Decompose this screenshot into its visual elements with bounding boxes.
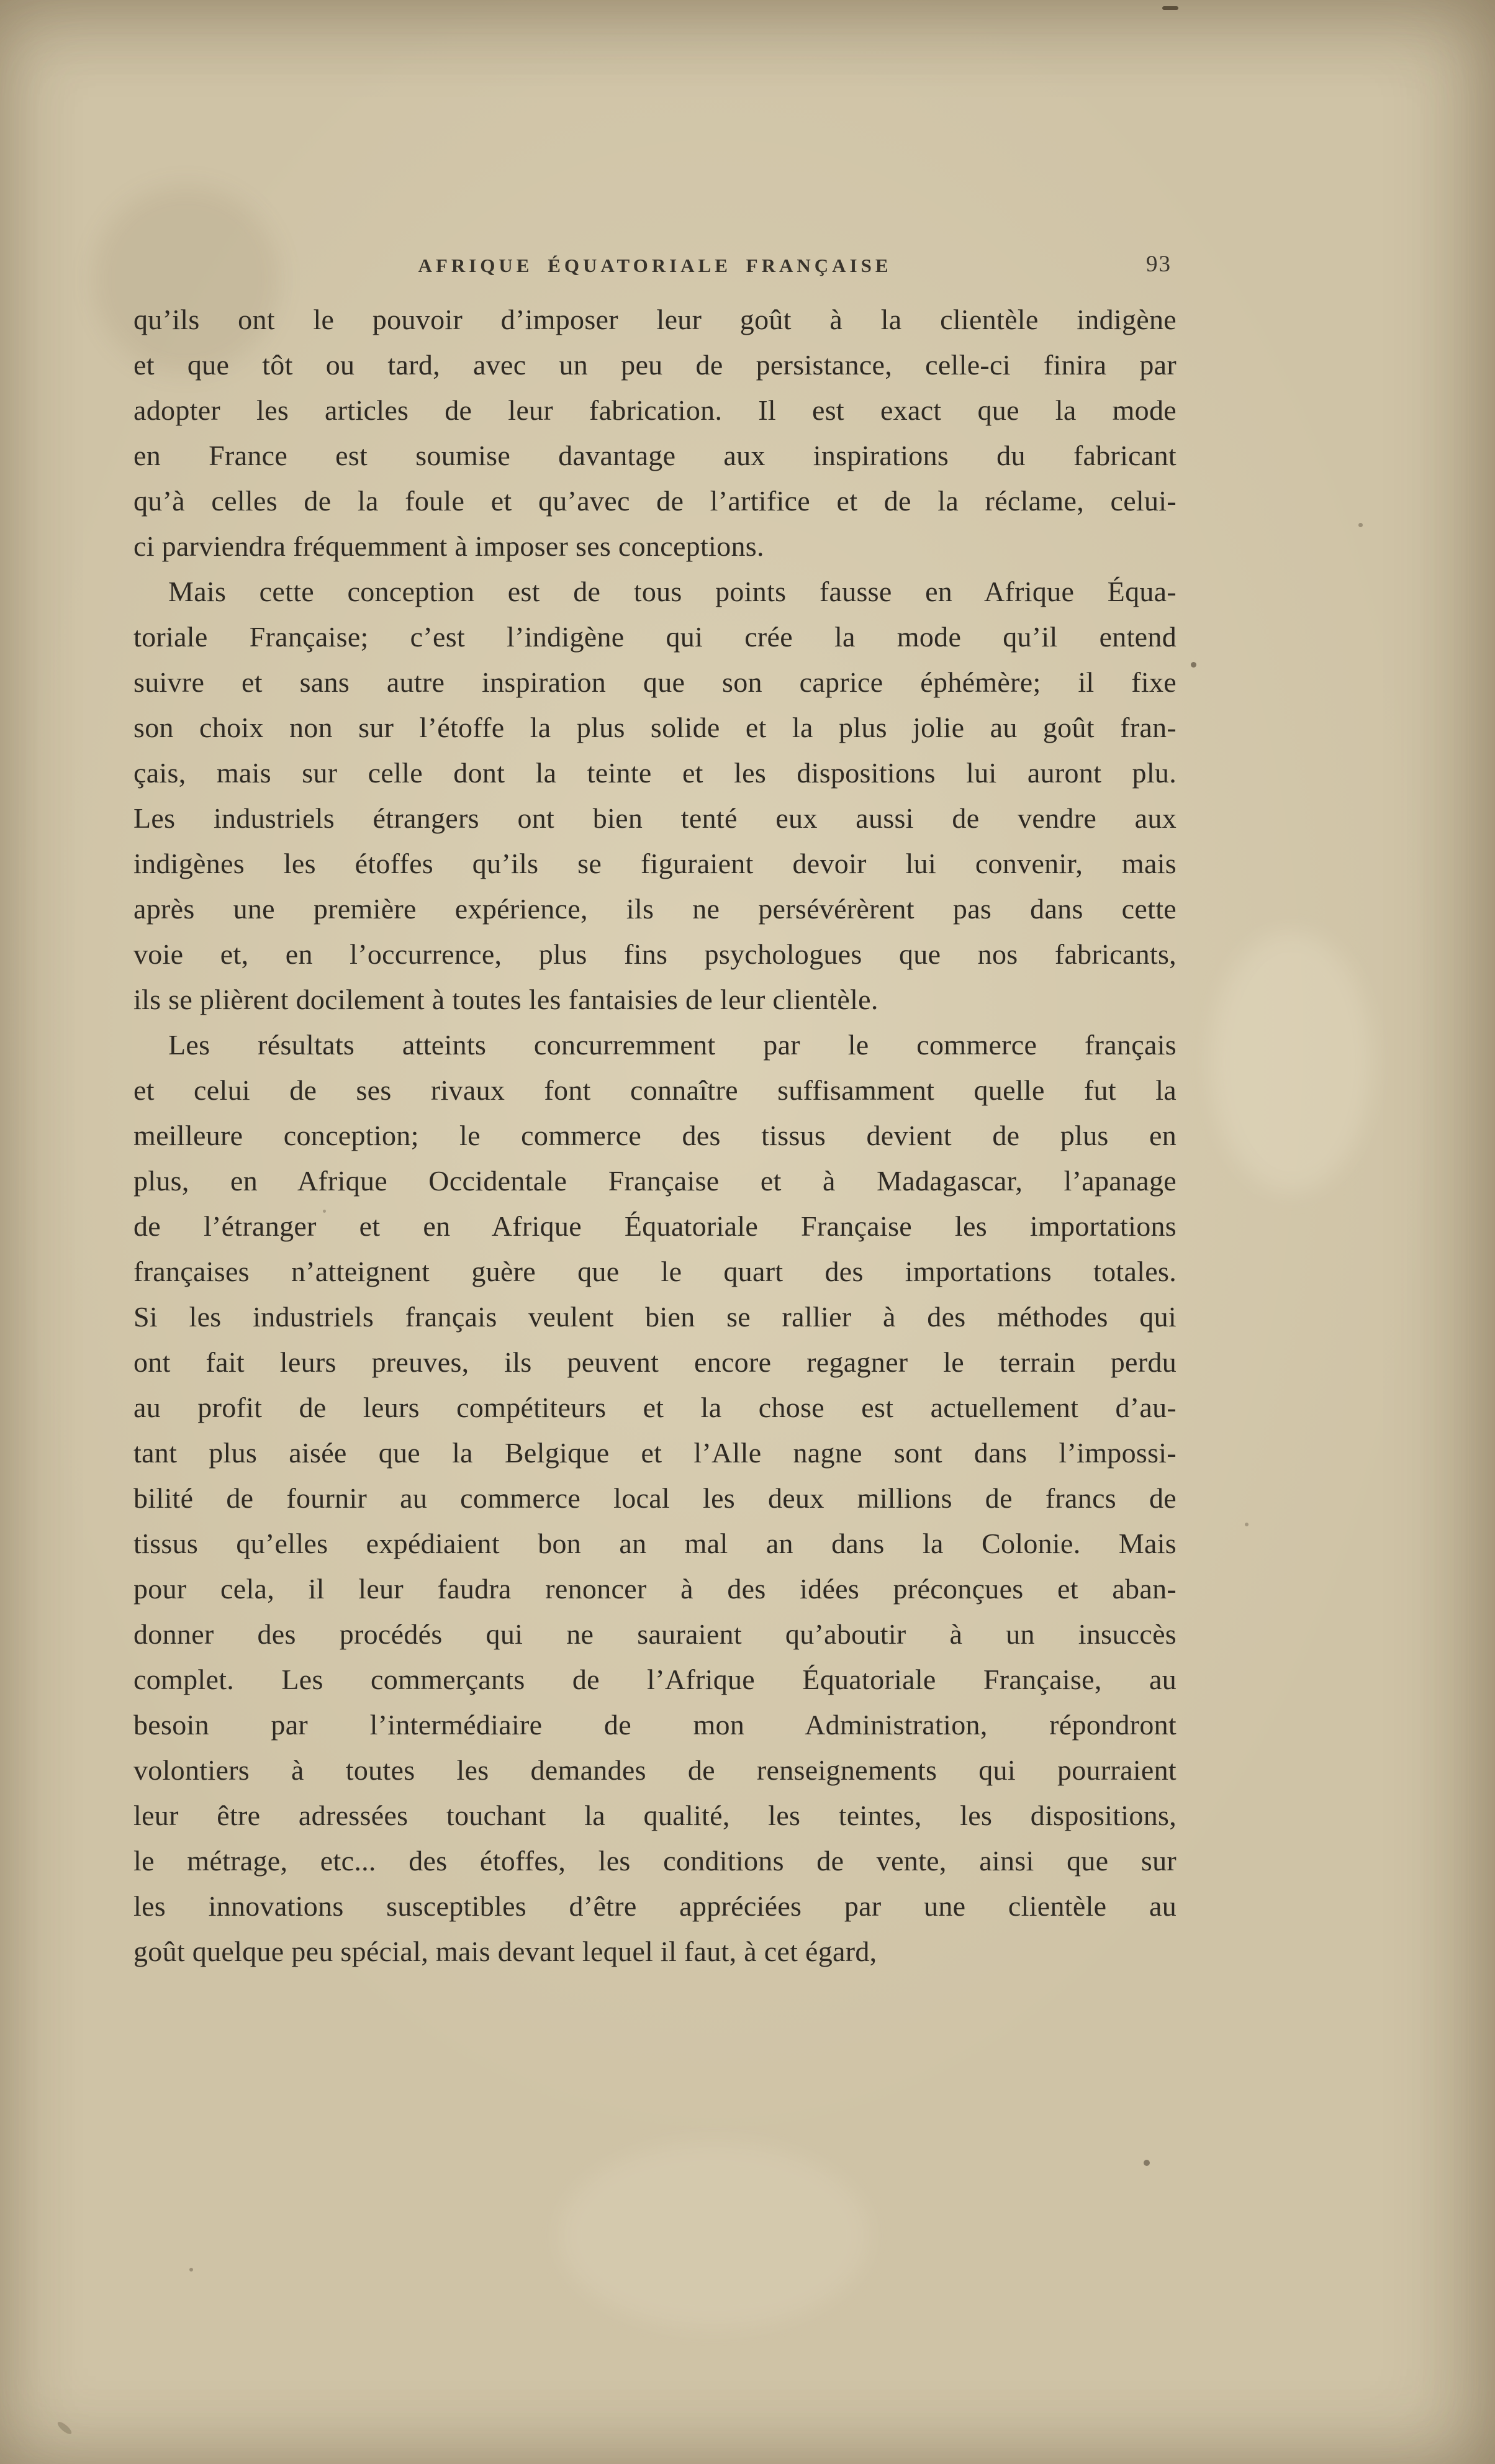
paper-speck bbox=[1144, 2160, 1150, 2166]
text-line: qu’ils ont le pouvoir d’imposer leur goût à la clientèle indigène bbox=[133, 304, 1177, 335]
text-line: les innovations susceptibles d’être appréciées par une clientèle au bbox=[133, 1890, 1177, 1922]
paper-speck bbox=[1245, 1523, 1249, 1526]
text-line: suivre et sans autre inspiration que son caprice éphémère; il fixe bbox=[133, 666, 1177, 698]
text-line: volontiers à toutes les demandes de renseignements qui pourraient bbox=[133, 1754, 1177, 1786]
text-line: après une première expérience, ils ne persévérèrent pas dans cette bbox=[133, 893, 1177, 925]
text-line: Les industriels étrangers ont bien tenté eux aussi de vendre aux bbox=[133, 802, 1177, 834]
page-number: 93 bbox=[1146, 251, 1172, 277]
text-line: indigènes les étoffes qu’ils se figuraient devoir lui convenir, mais bbox=[133, 848, 1177, 879]
text-line: le métrage, etc... des étoffes, les conditions de vente, ainsi que sur bbox=[133, 1845, 1177, 1877]
text-line: Si les industriels français veulent bien se rallier à des méthodes qui bbox=[133, 1301, 1177, 1333]
text-line: son choix non sur l’étoffe la plus solide et la plus jolie au goût fran- bbox=[133, 712, 1177, 743]
text-line: complet. Les commerçants de l’Afrique Équatoriale Française, au bbox=[133, 1664, 1177, 1695]
paragraph bbox=[133, 1022, 1177, 1974]
text-line: de l’étranger et en Afrique Équatoriale Française les importations bbox=[133, 1210, 1177, 1242]
text-line: Mais cette conception est de tous points fausse en Afrique Équa- bbox=[168, 576, 1177, 607]
running-header bbox=[133, 251, 1177, 286]
text-line: tissus qu’elles expédiaient bon an mal an dans la Colonie. Mais bbox=[133, 1528, 1177, 1559]
paper-stain bbox=[559, 2142, 869, 2329]
text-line: ils se plièrent docilement à toutes les fantaisies de leur clientèle. bbox=[133, 984, 878, 1015]
text-line: Les résultats atteints concurremment par le commerce français bbox=[168, 1029, 1177, 1061]
text-line: ci parviendra fréquemment à imposer ses conceptions. bbox=[133, 530, 764, 562]
text-line: tant plus aisée que la Belgique et l’Alle nagne sont dans l’impossi- bbox=[133, 1437, 1177, 1469]
text-line: et que tôt ou tard, avec un peu de persistance, celle-ci finira par bbox=[133, 349, 1177, 381]
text-line: ont fait leurs preuves, ils peuvent encore regagner le terrain perdu bbox=[133, 1346, 1177, 1378]
paper-stain bbox=[1211, 931, 1372, 1192]
page-text bbox=[133, 297, 1177, 1974]
text-line: bilité de fournir au commerce local les deux millions de francs de bbox=[133, 1482, 1177, 1514]
text-line: toriale Française; c’est l’indigène qui crée la mode qu’il entend bbox=[133, 621, 1177, 653]
paragraph bbox=[133, 297, 1177, 569]
text-line: leur être adressées touchant la qualité, les teintes, les dispositions, bbox=[133, 1800, 1177, 1831]
text-line: goût quelque peu spécial, mais devant lequel il faut, à cet égard, bbox=[133, 1936, 877, 1967]
text-line: pour cela, il leur faudra renoncer à des idées préconçues et aban- bbox=[133, 1573, 1177, 1605]
text-line: çais, mais sur celle dont la teinte et les dispositions lui auront plu. bbox=[133, 757, 1177, 789]
text-line: adopter les articles de leur fabrication. Il est exact que la mode bbox=[133, 394, 1177, 426]
text-line: françaises n’atteignent guère que le quart des importations totales. bbox=[133, 1256, 1177, 1287]
paper-speck bbox=[1191, 662, 1196, 668]
paper-speck bbox=[189, 2268, 193, 2272]
text-line: voie et, en l’occurrence, plus fins psychologues que nos fabricants, bbox=[133, 938, 1177, 970]
text-line: au profit de leurs compétiteurs et la chose est actuellement d’au- bbox=[133, 1392, 1177, 1423]
running-title: AFRIQUE ÉQUATORIALE FRANÇAISE bbox=[418, 255, 892, 276]
paragraph bbox=[133, 569, 1177, 1022]
paper-speck bbox=[56, 2420, 73, 2436]
text-line: donner des procédés qui ne sauraient qu’aboutir à un insuccès bbox=[133, 1618, 1177, 1650]
text-line: plus, en Afrique Occidentale Française et à Madagascar, l’apanage bbox=[133, 1165, 1177, 1197]
text-line: qu’à celles de la foule et qu’avec de l’artifice et de la réclame, celui- bbox=[133, 485, 1177, 517]
paper-speck bbox=[1162, 6, 1178, 10]
text-line: en France est soumise davantage aux inspirations du fabricant bbox=[133, 440, 1177, 471]
paper-speck bbox=[1358, 523, 1363, 527]
text-line: besoin par l’intermédiaire de mon Administration, répondront bbox=[133, 1709, 1177, 1741]
text-line: et celui de ses rivaux font connaître suffisamment quelle fut la bbox=[133, 1074, 1177, 1106]
text-line: meilleure conception; le commerce des tissus devient de plus en bbox=[133, 1120, 1177, 1151]
